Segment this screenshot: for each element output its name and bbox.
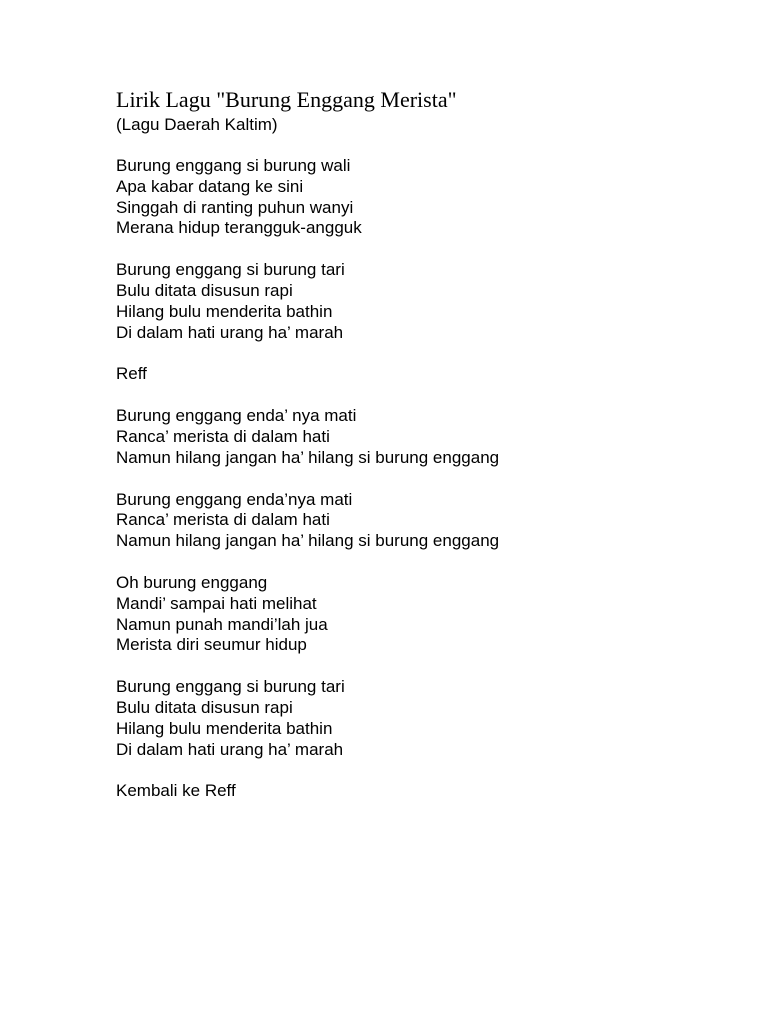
reff-label-stanza bbox=[116, 364, 736, 385]
lyric-line: Namun hilang jangan ha’ hilang si burung enggang bbox=[116, 531, 500, 551]
lyric-line: Namun hilang jangan ha’ hilang si burung enggang bbox=[116, 447, 500, 467]
lyric-line: Merista diri seumur hidup bbox=[116, 635, 307, 655]
lyric-line: Hilang bulu menderita bathin bbox=[116, 718, 333, 738]
document-title: Lirik Lagu "Burung Enggang Merista" bbox=[116, 87, 457, 112]
stanza-reff-2 bbox=[116, 490, 736, 552]
stanza-reff-1 bbox=[116, 406, 736, 468]
lyric-line: Namun punah mandi’lah jua bbox=[116, 614, 328, 634]
stanza-1 bbox=[116, 156, 736, 239]
lyric-line: Burung enggang si burung wali bbox=[116, 156, 351, 175]
lyric-line: Burung enggang si burung tari bbox=[116, 260, 345, 280]
lyric-line: Hilang bulu menderita bathin bbox=[116, 301, 333, 321]
lyric-line: Burung enggang enda’nya mati bbox=[116, 489, 353, 509]
lyrics-document bbox=[116, 86, 736, 823]
lyric-line: Di dalam hati urang ha’ marah bbox=[116, 739, 344, 759]
closing-note: Kembali ke Reff bbox=[116, 781, 236, 801]
stanza-4 bbox=[116, 677, 736, 760]
lyric-line: Oh burung enggang bbox=[116, 572, 268, 592]
lyric-line: Di dalam hati urang ha’ marah bbox=[116, 322, 344, 342]
lyric-line: Mandi’ sampai hati melihat bbox=[116, 593, 317, 613]
document-subtitle: (Lagu Daerah Kaltim) bbox=[116, 115, 278, 134]
lyric-line: Merana hidup terangguk-angguk bbox=[116, 218, 362, 238]
lyric-line: Apa kabar datang ke sini bbox=[116, 176, 304, 196]
closing-note-stanza bbox=[116, 781, 736, 802]
reff-label: Reff bbox=[116, 364, 147, 384]
stanza-3 bbox=[116, 573, 736, 656]
lyric-line: Bulu ditata disusun rapi bbox=[116, 697, 293, 717]
lyric-line: Ranca’ merista di dalam hati bbox=[116, 510, 330, 530]
lyric-line: Bulu ditata disusun rapi bbox=[116, 280, 293, 300]
lyric-line: Ranca’ merista di dalam hati bbox=[116, 426, 330, 446]
lyric-line: Burung enggang si burung tari bbox=[116, 677, 345, 697]
lyric-line: Burung enggang enda’ nya mati bbox=[116, 406, 357, 426]
lyric-line: Singgah di ranting puhun wanyi bbox=[116, 197, 354, 217]
stanza-2 bbox=[116, 260, 736, 343]
